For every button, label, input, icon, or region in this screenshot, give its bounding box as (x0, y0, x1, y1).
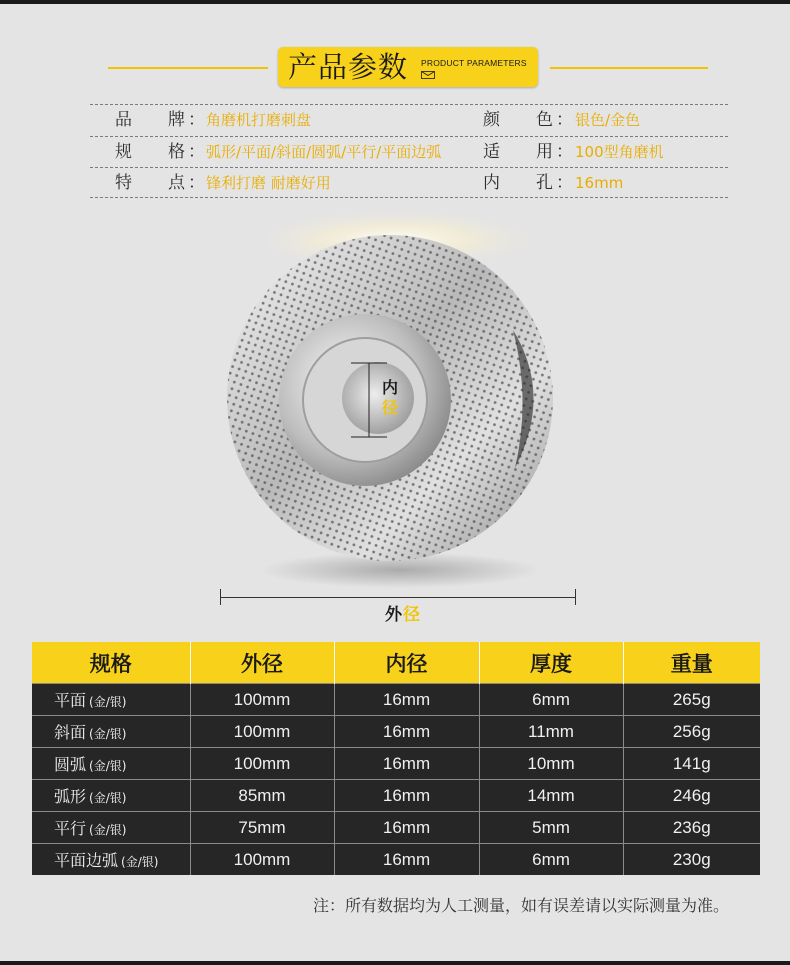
param-colon: ： (556, 110, 573, 130)
table-header-row (32, 642, 760, 684)
param-divider (90, 136, 728, 137)
cell-outer: 100mm (190, 716, 334, 748)
param-label-feature: 特 点 (115, 173, 185, 193)
param-label-color: 颜 色 (483, 110, 553, 130)
cell-thickness: 6mm (479, 844, 623, 876)
column-header-outer: 外径 (190, 642, 334, 684)
header-line-right (550, 67, 708, 69)
table-row (32, 812, 760, 844)
row-name: 弧形 (金/银) (32, 780, 190, 812)
cell-outer: 100mm (190, 844, 334, 876)
envelope-icon (421, 71, 435, 79)
param-colon: ： (556, 173, 573, 193)
cell-thickness: 6mm (479, 684, 623, 716)
cell-weight: 230g (623, 844, 760, 876)
column-header-spec: 规格 (32, 642, 190, 684)
cell-outer: 75mm (190, 812, 334, 844)
cell-outer: 100mm (190, 748, 334, 780)
row-name: 斜面 (金/银) (32, 716, 190, 748)
cell-outer: 85mm (190, 780, 334, 812)
param-label-spec: 规 格 (115, 142, 185, 162)
param-label-usage: 适 用 (483, 142, 553, 162)
param-row-2 (0, 138, 790, 166)
inner-diameter-label: 内 径 (381, 378, 398, 417)
page-subtitle: PRODUCT PARAMETERS (421, 58, 527, 68)
param-value-color: 银色/金色 (575, 111, 641, 129)
spec-table (32, 642, 760, 875)
cell-thickness: 5mm (479, 812, 623, 844)
top-border (0, 0, 790, 4)
cell-weight: 265g (623, 684, 760, 716)
table-row (32, 684, 760, 716)
table-row (32, 748, 760, 780)
row-name: 平行 (金/银) (32, 812, 190, 844)
param-value-feature: 锋利打磨 耐磨好用 (206, 174, 331, 192)
param-value-usage: 100型角磨机 (575, 143, 664, 161)
column-header-inner: 内径 (334, 642, 479, 684)
dimension-tick (220, 589, 221, 605)
cell-inner: 16mm (334, 684, 479, 716)
column-header-thickness: 厚度 (479, 642, 623, 684)
param-value-brand: 角磨机打磨刺盘 (206, 111, 312, 129)
param-divider (90, 167, 728, 168)
cell-inner: 16mm (334, 780, 479, 812)
cell-thickness: 10mm (479, 748, 623, 780)
param-label-bore: 内 孔 (483, 173, 553, 193)
cell-weight: 256g (623, 716, 760, 748)
table-row (32, 716, 760, 748)
header-banner (278, 47, 538, 87)
dimension-tick (575, 589, 576, 605)
row-name: 平面边弧 (金/银) (32, 844, 190, 876)
param-label-brand: 品 牌 (115, 110, 185, 130)
table-row (32, 780, 760, 812)
bottom-border (0, 961, 790, 965)
param-row-1 (0, 106, 790, 134)
param-colon: ： (188, 110, 205, 130)
row-name: 平面 (金/银) (32, 684, 190, 716)
outer-diameter-label: 外径 (385, 605, 421, 625)
param-colon: ： (188, 142, 205, 162)
outer-diameter-dimension-line (220, 597, 576, 598)
cell-inner: 16mm (334, 748, 479, 780)
cell-weight: 246g (623, 780, 760, 812)
table-row (32, 844, 760, 876)
cell-weight: 236g (623, 812, 760, 844)
param-value-bore: 16mm (575, 174, 624, 192)
measurement-note: 注：所有数据均为人工测量，如有误差请以实际测量为准。 (313, 896, 730, 915)
param-colon: ： (556, 142, 573, 162)
cell-thickness: 14mm (479, 780, 623, 812)
param-row-3 (0, 169, 790, 197)
cell-inner: 16mm (334, 812, 479, 844)
header-line-left (108, 67, 268, 69)
page-title: 产品参数 (288, 50, 409, 84)
param-divider (90, 197, 728, 198)
cell-inner: 16mm (334, 716, 479, 748)
cell-outer: 100mm (190, 684, 334, 716)
cell-weight: 141g (623, 748, 760, 780)
param-colon: ： (188, 173, 205, 193)
param-value-spec: 弧形/平面/斜面/圆弧/平行/平面边弧 (206, 143, 442, 161)
row-name: 圆弧 (金/银) (32, 748, 190, 780)
param-divider (90, 104, 728, 105)
cell-inner: 16mm (334, 844, 479, 876)
cell-thickness: 11mm (479, 716, 623, 748)
column-header-weight: 重量 (623, 642, 760, 684)
